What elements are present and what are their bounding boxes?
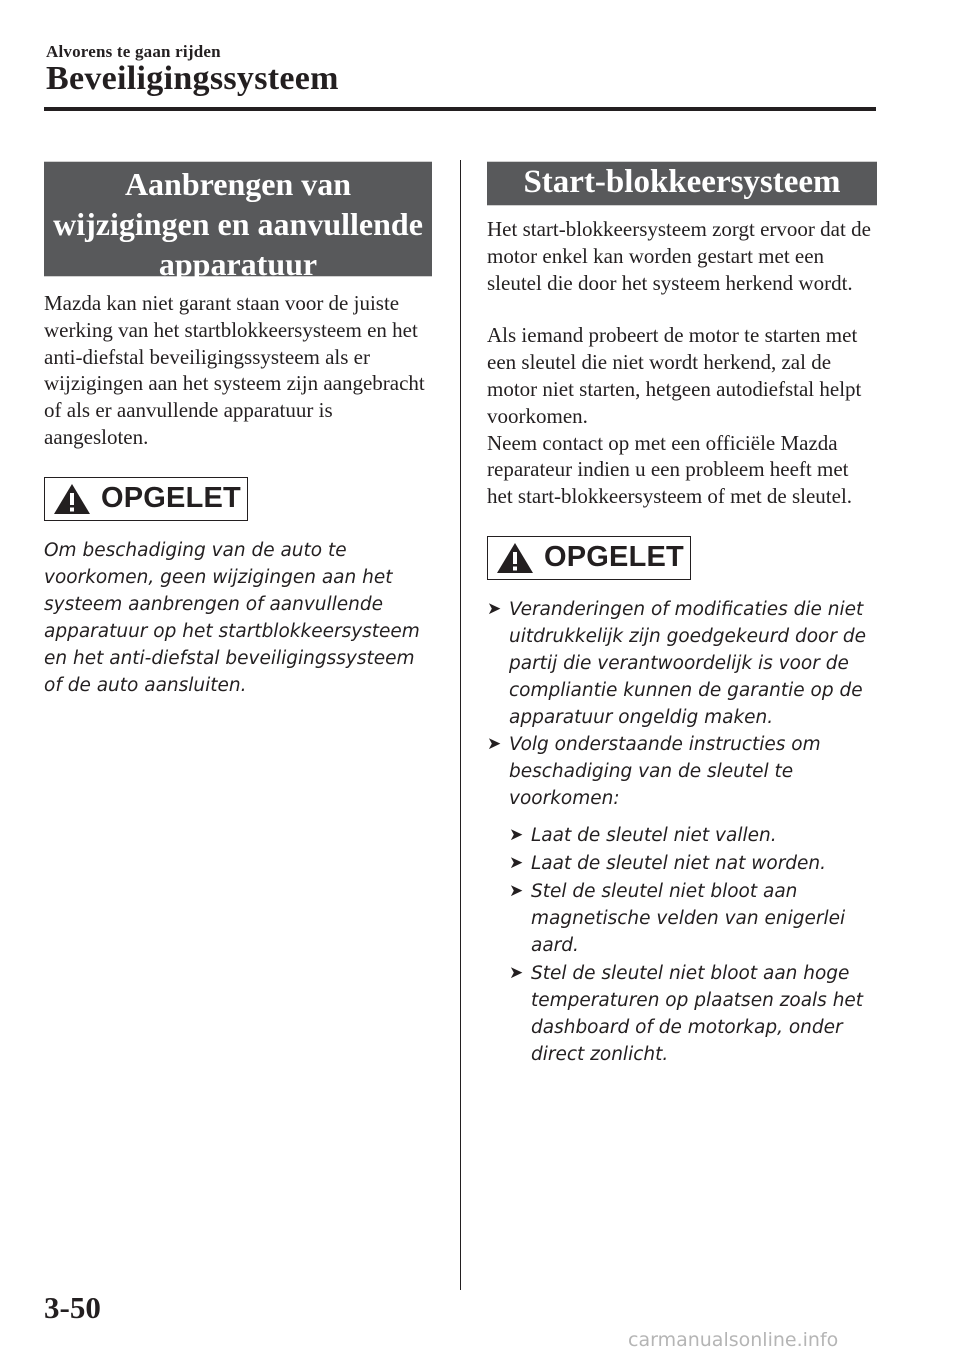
list-item (509, 850, 877, 877)
caution-label: OPGELET (101, 482, 241, 515)
immobilizer-paragraph: Als iemand probeert de motor te starten met een sleutel die niet wordt herkend, zal de motor niet starten, hetgeen autodiefstal helpt voorkomen. (487, 323, 862, 428)
list-item-text: Laat de sleutel niet nat worden. (531, 852, 827, 874)
list-item (509, 960, 877, 1068)
topic-title-line: wijzigingen en aanvullende (53, 206, 423, 242)
list-item-text: Stel de sleutel niet bloot aan hoge temperaturen op plaatsen zoals het dashboard of de motorkap, onder direct zonlicht. (531, 962, 864, 1065)
arrow-bullet-icon: ➤ (487, 733, 502, 754)
list-item-text: Stel de sleutel niet bloot aan magnetische velden van enigerlei aard. (531, 880, 846, 956)
watermark: carmanualsonline.info (628, 1329, 839, 1351)
list-item-text: Veranderingen of modificaties die niet uitdrukkelijk zijn goedgekeurd door de partij die verantwoordelijk is voor de compliantie kunnen de garantie op de apparatuur ongeldig maken. (509, 598, 866, 728)
caution-bullet-list (487, 596, 877, 1068)
left-column (44, 161, 432, 699)
right-column (487, 161, 877, 1069)
warning-triangle-icon (496, 542, 534, 574)
column-divider (460, 160, 461, 1290)
topic-title-modifications (44, 161, 432, 282)
arrow-bullet-icon: ➤ (509, 824, 524, 845)
page-number: 3-50 (44, 1290, 101, 1325)
list-item (487, 596, 877, 731)
caution-label: OPGELET (544, 541, 684, 574)
immobilizer-paragraph: Neem contact op met een officiële Mazda reparateur indien u een probleem heeft met het start-blokkeersysteem of met de sleutel. (487, 430, 853, 509)
list-item (487, 731, 877, 1068)
topic-title-line: apparatuur (158, 246, 318, 282)
list-item (509, 878, 877, 959)
immobilizer-intro: Het start-blokkeersysteem zorgt ervoor dat de motor enkel kan worden gestart met een sleutel die door het systeem herkend wordt. (487, 217, 871, 295)
section-title: Beveiligingssysteem (46, 60, 339, 97)
modifications-body: Mazda kan niet garant staan voor de juiste werking van het startblokkeersysteem en het anti-diefstal beveiligingssysteem als er wijzigingen aan het systeem zijn aangebracht of als er aanvullende apparatuur is aangesloten. (44, 291, 425, 449)
arrow-bullet-icon: ➤ (509, 880, 524, 901)
caution-text: Om beschadiging van de auto te voorkomen, geen wijzigingen aan het systeem aanbrengen of aanvullende apparatuur op het startblokkeersysteem en het anti-diefstal beveiligingssysteem of de auto aansluiten. (44, 539, 420, 696)
warning-triangle-icon (53, 483, 91, 515)
arrow-bullet-icon: ➤ (487, 598, 502, 619)
topic-title-immobilizer: Start-blokkeersysteem (487, 161, 877, 206)
header-rule (44, 107, 876, 111)
topic-title-line: Aanbrengen van (124, 166, 352, 202)
arrow-bullet-icon: ➤ (509, 852, 524, 873)
arrow-bullet-icon: ➤ (509, 962, 524, 983)
caution-box (44, 477, 248, 521)
list-item (509, 822, 877, 849)
caution-box (487, 536, 691, 580)
chapter-label: Alvorens te gaan rijden (46, 42, 221, 61)
list-item-text: Laat de sleutel niet vallen. (531, 824, 777, 846)
sub-bullet-list (509, 822, 877, 1068)
list-item-text: Volg onderstaande instructies om beschadiging van de sleutel te voorkomen: (509, 733, 821, 809)
